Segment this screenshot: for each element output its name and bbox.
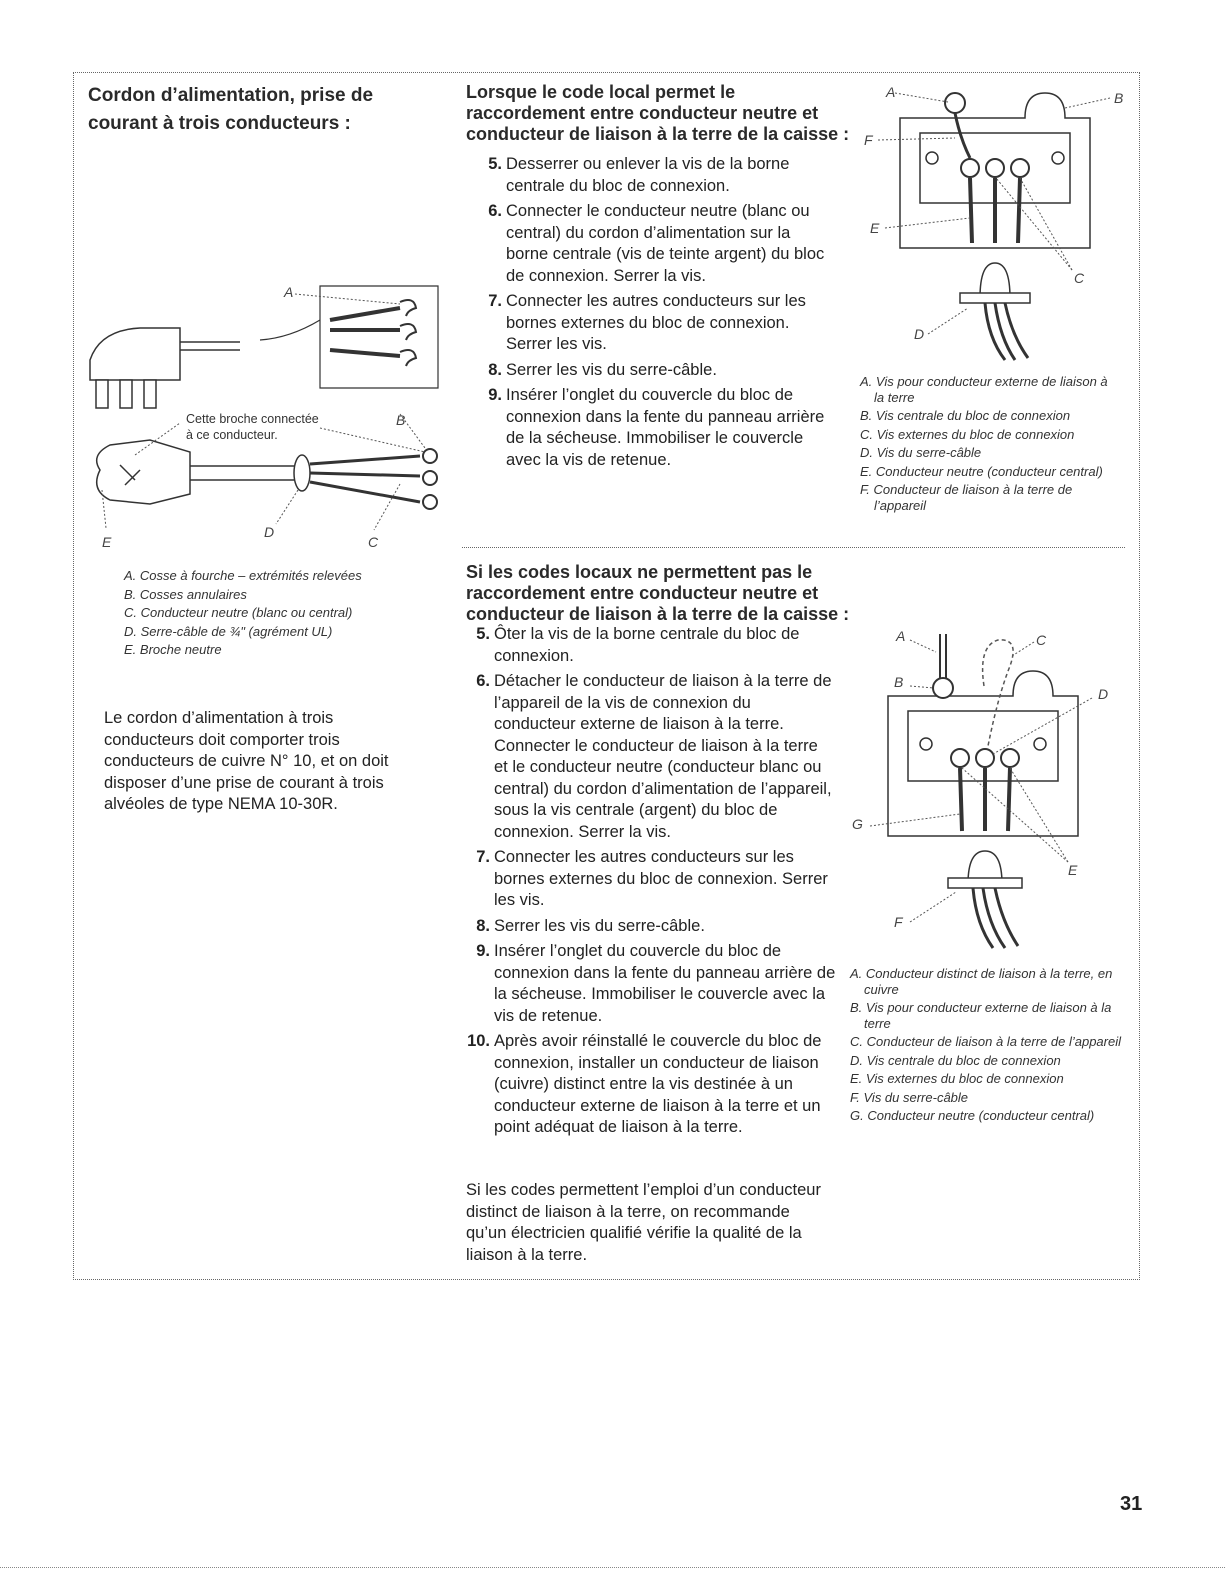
- caption-item: G. Conducteur neutre (conducteur central): [850, 1108, 1095, 1123]
- caption-item: A. Cosse à fourche – extrémités relevées: [124, 568, 362, 583]
- top-captions: [860, 374, 1120, 516]
- step-text: Après avoir réinstallé le couvercle du bloc de connexion, installer un conducteur de liaison (cuivre) distinct entre la vis destinée à un conducteur externe de liaison à la terre et un point adéquat de liaison à la terre.: [494, 1032, 822, 1136]
- section-title: Cordon d’alimentation, prise de courant à trois conducteurs :: [88, 85, 374, 134]
- step-text: Serrer les vis du serre-câble.: [506, 360, 717, 379]
- terminal-block-illustration: [860, 78, 1130, 368]
- caption-item: C. Vis externes du bloc de connexion: [860, 426, 1075, 442]
- caption-item: D. Serre-câble de ¾" (agrément UL): [124, 623, 333, 639]
- step-number: 7.: [476, 848, 490, 866]
- step-item: [462, 671, 836, 843]
- step-item: [462, 916, 836, 938]
- bottom-captions: [850, 966, 1132, 1127]
- left-captions: [124, 568, 414, 661]
- step-text: Ôter la vis de la borne centrale du bloc de connexion.: [494, 625, 800, 665]
- section-divider: [462, 547, 1125, 548]
- fig-bottom-label-a: A: [896, 628, 906, 644]
- fig-top-label-b: B: [1114, 90, 1124, 106]
- caption-item: B. Vis centrale du bloc de connexion: [860, 408, 1071, 423]
- label-e: E: [102, 534, 112, 550]
- step-text: Connecter les autres conducteurs sur les bornes externes du bloc de connexion. Serrer les vis.: [494, 848, 828, 909]
- caption-item: E. Vis externes du bloc de connexion: [850, 1071, 1064, 1086]
- step-number: 6.: [476, 672, 490, 690]
- top-heading: Lorsque le code local permet le raccordement entre conducteur neutre et conducteur de liaison à la terre de la caisse :: [466, 82, 850, 144]
- callout-line2: à ce conducteur.: [186, 428, 278, 442]
- callout-line1: Cette broche connectée: [186, 412, 319, 426]
- fig-bottom-label-d: D: [1098, 686, 1109, 702]
- caption-item: F. Vis du serre-câble: [850, 1089, 969, 1105]
- caption-item: D. Vis centrale du bloc de connexion: [850, 1052, 1061, 1068]
- caption-item: F. Conducteur de liaison à la terre de l’appareil: [860, 482, 1073, 513]
- caption-item: A. Conducteur distinct de liaison à la terre, en cuivre: [850, 966, 1113, 997]
- fig-top-label-f: F: [864, 132, 873, 148]
- step-text: Serrer les vis du serre-câble.: [494, 916, 705, 935]
- step-number: 6.: [488, 202, 502, 220]
- label-c: C: [368, 534, 379, 550]
- caption-item: C. Conducteur neutre (blanc ou central): [124, 605, 353, 620]
- fig-top-label-a: A: [886, 84, 896, 100]
- step-number: 7.: [488, 292, 502, 310]
- step-number: 8.: [488, 360, 502, 379]
- terminal-block-figure-bottom: [848, 626, 1128, 956]
- bottom-rule: [0, 1567, 1225, 1568]
- terminal-block-figure-top: [860, 78, 1130, 368]
- step-text: Insérer l’onglet du couvercle du bloc de connexion dans la fente du panneau arrière de la sécheuse. Immobiliser le couvercle avec la vis de retenue.: [494, 942, 836, 1025]
- caption-item: B. Vis pour conducteur externe de liaison à la terre: [850, 1000, 1112, 1031]
- fig-bottom-label-c: C: [1036, 632, 1047, 648]
- step-number: 5.: [476, 625, 490, 643]
- step-text: Détacher le conducteur de liaison à la terre de l’appareil de la vis de connexion du conducteur externe de liaison à la terre. Connecter le conducteur de liaison à la terre et le conducteur neutre (conducteur blanc ou central) du cordon d’alimentation de l’appareil, sous la vis centrale (argent) du bloc de connexion. Serrer la vis.: [494, 672, 832, 841]
- fig-bottom-label-g: G: [852, 816, 863, 832]
- step-item: [474, 154, 836, 197]
- step-number: 10.: [467, 1032, 490, 1050]
- caption-item: D. Vis du serre-câble: [860, 445, 982, 460]
- label-b: B: [396, 412, 406, 428]
- bottom-heading: Si les codes locaux ne permettent pas le raccordement entre conducteur neutre et conducteur de liaison à la terre de la caisse :: [466, 562, 850, 624]
- bottom-note: Si les codes permettent l’emploi d’un conducteur distinct de liaison à la terre, on recommande qu’un électricien qualifié vérifie la qualité de la liaison à la terre.: [466, 1181, 821, 1264]
- step-item: [474, 360, 836, 382]
- step-number: 9.: [488, 386, 502, 404]
- terminal-block-illustration: [848, 626, 1128, 956]
- step-item: [462, 847, 836, 912]
- step-item: [462, 624, 836, 667]
- step-item: [462, 1031, 836, 1139]
- step-number: 9.: [476, 942, 490, 960]
- caption-item: C. Conducteur de liaison à la terre de l’appareil: [850, 1034, 1121, 1049]
- step-item: [474, 201, 836, 287]
- cord-requirements-text: Le cordon d’alimentation à trois conducteurs doit comporter trois conducteurs de cuivre N° 10, et on doit disposer d’une prise de courant à trois alvéoles de type NEMA 10-30R.: [104, 709, 389, 813]
- step-number: 8.: [476, 916, 490, 935]
- step-text: Desserrer ou enlever la vis de la borne centrale du bloc de connexion.: [506, 155, 790, 195]
- step-item: [474, 291, 836, 356]
- step-number: 5.: [488, 155, 502, 173]
- step-text: Connecter les autres conducteurs sur les bornes externes du bloc de connexion. Serrer les vis.: [506, 292, 806, 353]
- label-a: A: [284, 284, 294, 300]
- step-text: Connecter le conducteur neutre (blanc ou central) du cordon d’alimentation sur la borne centrale (vis de teinte argent) du bloc de connexion. Serrer la vis.: [506, 202, 825, 285]
- top-steps: [474, 154, 836, 475]
- fig-top-label-d: D: [914, 326, 925, 342]
- page-number: 31: [1120, 1493, 1143, 1515]
- bottom-steps: [462, 624, 836, 1143]
- caption-item: E. Conducteur neutre (conducteur central): [860, 463, 1103, 479]
- fig-bottom-label-b: B: [894, 674, 904, 690]
- step-text: Insérer l’onglet du couvercle du bloc de connexion dans la fente du panneau arrière de la sécheuse. Immobiliser le couvercle avec la vis de retenue.: [506, 386, 825, 469]
- cord-figure: [80, 280, 460, 560]
- fig-top-label-e: E: [870, 220, 880, 236]
- fig-bottom-label-e: E: [1068, 862, 1078, 878]
- fig-top-label-c: C: [1074, 270, 1085, 286]
- caption-item: A. Vis pour conducteur externe de liaison à la terre: [860, 374, 1108, 405]
- fig-bottom-label-f: F: [894, 914, 903, 930]
- label-d: D: [264, 524, 275, 540]
- step-item: [462, 941, 836, 1027]
- step-item: [474, 385, 836, 471]
- caption-item: B. Cosses annulaires: [124, 586, 247, 602]
- caption-item: E. Broche neutre: [124, 642, 222, 657]
